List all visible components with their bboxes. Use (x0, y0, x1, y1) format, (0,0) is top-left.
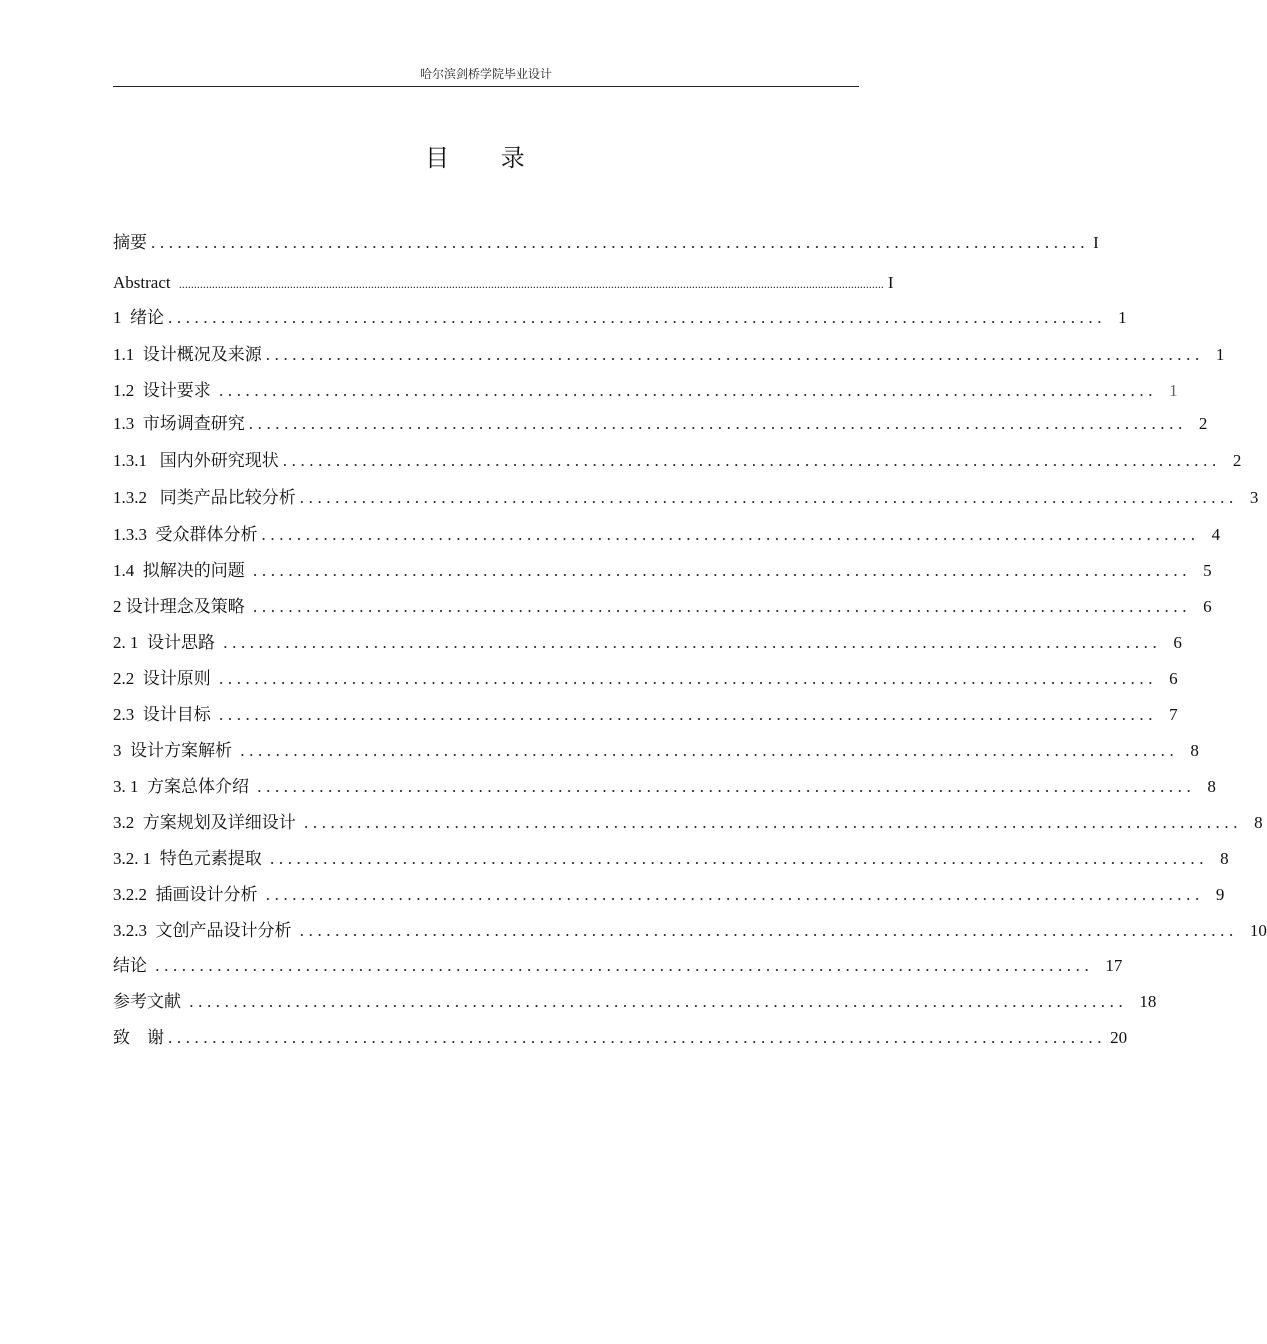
toc-entry-label: 2.2 设计原则 (113, 669, 215, 688)
toc-entry-label: 1.1 设计概况及来源 (113, 345, 262, 364)
toc-leader-dots: .......................................................................................................... (248, 414, 1187, 433)
toc-leader-dots: .......................................................................................................... (265, 345, 1204, 364)
toc-leader-dots: .......................................................................................................... (168, 308, 1107, 327)
toc-entry-label: 3. 1 方案总体介绍 (113, 777, 254, 796)
toc-entry-page: 20 (1110, 1028, 1128, 1047)
toc-entry[interactable] (113, 990, 1157, 1014)
toc-entry[interactable] (113, 703, 1178, 727)
toc-entry-page: 10 (1249, 921, 1267, 940)
toc-entry-page: 9 (1215, 885, 1225, 904)
toc-entry-page: 3 (1249, 488, 1259, 507)
toc-entry-label: 1.4 拟解决的问题 (113, 561, 249, 580)
toc-leader-dots: .......................................................................................................... (265, 885, 1204, 904)
toc-entry[interactable] (113, 271, 894, 295)
toc-entry-page: 8 (1220, 849, 1229, 868)
toc-entry-page: 17 (1105, 956, 1123, 975)
toc-leader-dots: .......................................................................................................... (253, 561, 1192, 580)
toc-entry-page: 6 (1173, 633, 1182, 652)
toc-leader-dots: ........................................................................................................................................................................................................................................... (178, 277, 884, 291)
toc-entry-page: 7 (1169, 705, 1178, 724)
toc-leader-dots: .......................................................................................................... (299, 921, 1238, 940)
toc-entry[interactable] (113, 954, 1123, 978)
toc-entry[interactable] (113, 631, 1182, 655)
toc-leader-dots: .......................................................................................................... (219, 381, 1158, 400)
toc-entry-label: 2 设计理念及策略 (113, 597, 249, 616)
toc-entry[interactable] (113, 343, 1225, 367)
toc-leader-dots: .......................................................................................................... (282, 451, 1221, 470)
toc-entry[interactable] (113, 847, 1229, 871)
toc-leader-dots: .......................................................................................................... (223, 633, 1162, 652)
toc-entry-label: 摘要 (113, 233, 147, 252)
toc-leader-dots: .......................................................................................................... (240, 741, 1179, 760)
toc-entry-label: 1.2 设计要求 (113, 381, 215, 400)
toc-entry-label: Abstract (113, 273, 175, 292)
toc-leader-dots: .......................................................................................................... (151, 233, 1090, 252)
toc-entry-page: 2 (1198, 414, 1208, 433)
toc-entry-label: 1.3.1 国内外研究现状 (113, 451, 279, 470)
toc-entry-label: 结论 (113, 956, 152, 975)
header-text: 哈尔滨剑桥学院毕业设计 (419, 67, 552, 81)
toc-entry-page: 1 (1169, 381, 1178, 400)
toc-entry-label: 1.3 市场调查研究 (113, 414, 245, 433)
toc-leader-dots: .......................................................................................................... (189, 992, 1128, 1011)
toc-entry[interactable] (113, 775, 1216, 799)
toc-entry[interactable] (113, 523, 1221, 547)
toc-entry-page: 1 (1215, 345, 1225, 364)
toc-leader-dots: .......................................................................................................... (253, 597, 1192, 616)
toc-entry-label: 致 谢 (113, 1028, 164, 1047)
toc-entry-label: 1.3.3 受众群体分析 (113, 525, 258, 544)
toc-leader-dots: .......................................................................................................... (299, 488, 1238, 507)
toc-entry-page: 5 (1203, 561, 1212, 580)
toc-entry[interactable] (113, 412, 1208, 436)
toc-entry-label: 1.3.2 同类产品比较分析 (113, 488, 296, 507)
toc-entry[interactable] (113, 486, 1259, 510)
toc-leader-dots: .......................................................................................................... (168, 1028, 1107, 1047)
toc-entry-page: 18 (1139, 992, 1157, 1011)
toc-entry[interactable] (113, 379, 1178, 403)
toc-entry-page: 6 (1203, 597, 1212, 616)
toc-entry-label: 2.3 设计目标 (113, 705, 215, 724)
toc-entry-label: 1 绪论 (113, 308, 164, 327)
page-header (113, 66, 859, 87)
toc-entry[interactable] (113, 883, 1225, 907)
toc-entry[interactable] (113, 811, 1263, 835)
toc-entry-label: 3.2.3 文创产品设计分析 (113, 921, 296, 940)
toc-entry[interactable] (113, 595, 1212, 619)
toc-entry[interactable] (113, 231, 1099, 255)
toc-entry-page: 4 (1211, 525, 1221, 544)
toc-entry[interactable] (113, 449, 1242, 473)
toc-entry-label: 3.2. 1 特色元素提取 (113, 849, 266, 868)
toc-entry-page: 1 (1118, 308, 1127, 327)
toc-leader-dots: .......................................................................................................... (304, 813, 1243, 832)
toc-entry-page: 8 (1254, 813, 1263, 832)
toc-entry[interactable] (113, 559, 1212, 583)
toc-entry-label: 参考文献 (113, 992, 186, 1011)
toc-leader-dots: .......................................................................................................... (219, 705, 1158, 724)
toc-entry-page: I (887, 273, 894, 292)
toc-entry-label: 3 设计方案解析 (113, 741, 237, 760)
toc-entry[interactable] (113, 739, 1199, 763)
toc-entry[interactable] (113, 919, 1267, 943)
page-title: 目 录 (425, 144, 547, 172)
toc-entry-label: 3.2.2 插画设计分析 (113, 885, 262, 904)
toc-entry-page: 8 (1190, 741, 1199, 760)
toc-leader-dots: .......................................................................................................... (270, 849, 1209, 868)
toc-entry[interactable] (113, 667, 1178, 691)
toc-entry-label: 2. 1 设计思路 (113, 633, 220, 652)
toc-entry-page: 8 (1207, 777, 1216, 796)
toc-entry-page: 6 (1169, 669, 1178, 688)
toc-leader-dots: .......................................................................................................... (261, 525, 1200, 544)
toc-leader-dots: .......................................................................................................... (155, 956, 1094, 975)
toc-leader-dots: .......................................................................................................... (257, 777, 1196, 796)
toc-entry-page: 2 (1232, 451, 1242, 470)
toc-entry-label: 3.2 方案规划及详细设计 (113, 813, 300, 832)
toc-entry-page: I (1093, 233, 1099, 252)
toc-leader-dots: .......................................................................................................... (219, 669, 1158, 688)
toc-entry[interactable] (113, 1026, 1128, 1050)
toc-entry[interactable] (113, 306, 1127, 330)
